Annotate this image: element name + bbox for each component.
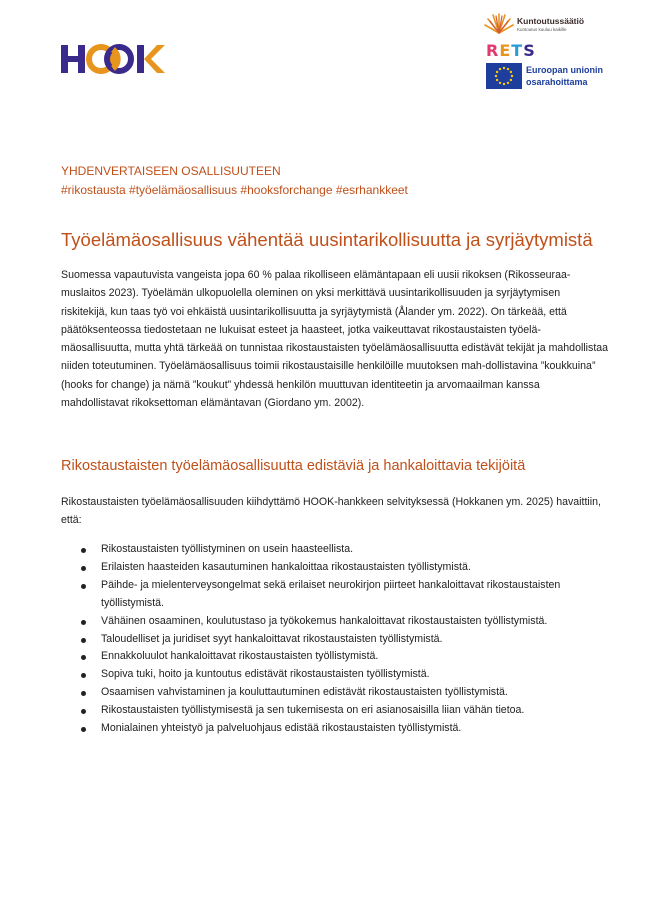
bullet-icon — [81, 673, 86, 678]
list-item-text: Rikostaustaisten työllistyminen on usein haasteellista. — [101, 543, 354, 555]
bullet-icon — [81, 709, 86, 714]
list-item — [61, 666, 621, 684]
list-item-text: Sopiva tuki, hoito ja kuntoutus edistävät rikostaustaisten työllistymistä. — [101, 668, 430, 681]
bullet-icon — [81, 548, 86, 553]
bullet-icon — [81, 655, 86, 660]
list-item-text: Monialainen yhteistyö ja palveluohjaus edistää rikostaustaisten työllistymistä. — [101, 722, 462, 735]
eu-cofunded-logo — [486, 63, 603, 89]
sunburst-icon — [484, 12, 514, 34]
list-item-text: Erilaisten haasteiden kasautuminen hankaloittaa rikostaustaisten työllistymistä. — [101, 560, 471, 573]
kuntoutussaatio-subtitle: Kuntoutus kuuluu kaikille — [517, 27, 567, 32]
eu-flag-icon — [486, 63, 522, 89]
bullet-icon — [81, 584, 86, 589]
kicker-label: YHDENVERTAISEEN OSALLISUUTEEN — [61, 164, 281, 178]
kuntoutussaatio-logo — [484, 12, 614, 40]
eu-cofunded-text — [526, 64, 603, 88]
rets-letter-s: S — [523, 41, 536, 60]
section-lead: Rikostaustaisten työelämäosallisuuden kiihdyttämö HOOK-hankkeen selvityksessä (Hokkanen ym. 2025) havaittiin, että: — [61, 496, 601, 527]
list-item-text: Taloudelliset ja juridiset syyt hankaloittavat rikostaustaisten työllistymistä. — [101, 632, 443, 645]
findings-list — [61, 541, 621, 738]
list-item — [61, 559, 621, 577]
bullet-icon — [81, 691, 86, 696]
list-item-text: Osaamisen vahvistaminen ja kouluttautuminen edistävät rikostaustaisten työllistymistä. — [101, 686, 508, 699]
rets-letter-t: T — [511, 41, 524, 60]
bullet-icon — [81, 620, 86, 625]
list-item — [61, 720, 621, 738]
eu-line-1: Euroopan unionin — [526, 65, 603, 75]
hook-logo — [61, 42, 167, 76]
bullet-icon — [81, 638, 86, 643]
list-item — [61, 702, 621, 720]
hashtags: #rikostausta #työelämäosallisuus #hooksforchange #esrhankkeet — [61, 183, 408, 197]
rets-logo — [486, 41, 536, 61]
hook-logo-graphic — [61, 42, 167, 76]
list-item-text: Ennakkoluulot hankaloittavat rikostaustaisten työllistymistä. — [101, 650, 379, 663]
list-item — [61, 541, 621, 559]
list-item-text: Rikostaustaisten työllistymisestä ja sen tukemisesta on eri asianosaisilla liian vähän tietoa. — [101, 704, 525, 717]
rets-letter-r: R — [486, 41, 500, 60]
bullet-icon — [81, 727, 86, 732]
list-item — [61, 648, 621, 666]
eu-line-2: osarahoittama — [526, 77, 588, 87]
list-item-text: Päihde- ja mielenterveysongelmat sekä erilaiset neurokirjon piirteet hankaloittavat rikostaustaisten työllistymistä. — [101, 578, 561, 609]
list-item — [61, 631, 621, 649]
list-item-text: Vähäinen osaaminen, koulutustaso ja työkokemus hankaloittavat rikostaustaisten työllistymistä. — [101, 614, 548, 627]
kuntoutussaatio-title: Kuntoutussäätiö — [517, 16, 585, 26]
rets-letter-e: E — [499, 41, 512, 60]
bullet-icon — [81, 566, 86, 571]
list-item — [61, 684, 621, 702]
section-title: Rikostaustaisten työelämäosallisuutta edistäviä ja hankaloittavia tekijöitä — [61, 458, 526, 474]
list-item — [61, 577, 621, 613]
article-title: Työelämäosallisuus vähentää uusintarikollisuutta ja syrjäytymistä — [61, 229, 593, 250]
intro-paragraph: Suomessa vapautuvista vangeista jopa 60 % palaa rikolliseen elämäntapaan eli uusii rikoksen (Rikosseuraa-muslaitos 2023). Työelämän ulkopuolella oleminen on yksi merkittävä uusintarikollisuuden ja syrjäytymisen riskitekijä, kun taas työ voi ehkäistä uusintarikollisuutta ja syrjäytymistä (Ålander ym. 2022). On tärkeää, että päätöksenteossa tiedostetaan ne lukuisat esteet ja haasteet, jotka vaikeuttavat rikostaustaisten työelä-mäosallisuutta, mutta yhtä tärkeää on tunnistaa rikostaustaisten työelämäosallisuutta edistävät tekijät ja mahdollistaa niiden toteutuminen. Työelämäosallisuus toimii rikostaustaisille henkilöille muutoksen mah-dollistavina ”koukkuina” (hooks for change) ja nämä ”koukut” yhdessä henkilön muuttuvan identiteetin ja arvomaailman kanssa mahdollistavat rikoksettoman elämäntavan (Giordano ym. 2002). — [61, 269, 609, 410]
list-item — [61, 613, 621, 631]
